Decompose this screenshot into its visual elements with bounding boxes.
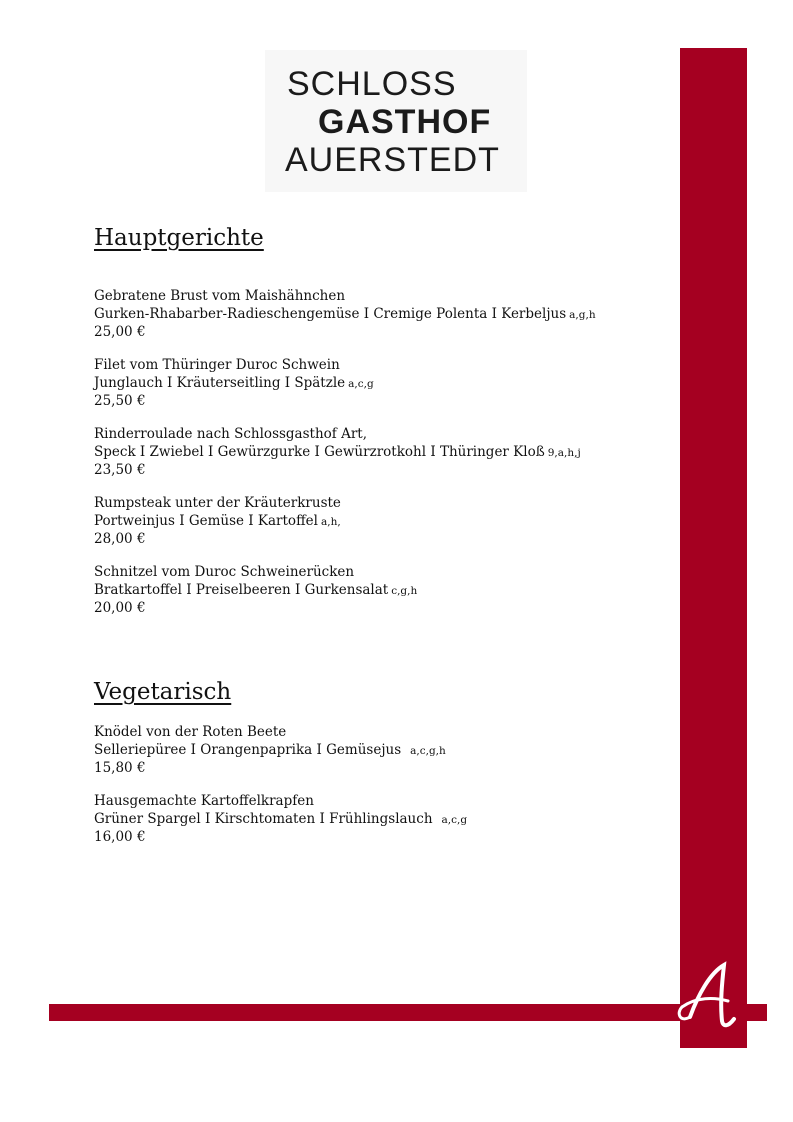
- menu-item: [94, 564, 417, 618]
- decorative-horizontal-stripe: [49, 1004, 767, 1021]
- dish-description: Portweinjus I Gemüse I Kartoffel: [94, 512, 318, 529]
- menu-item: [94, 793, 467, 847]
- restaurant-logo: [265, 50, 527, 192]
- dish-description: Gurken-Rhabarber-Radieschengemüse I Cremige Polenta I Kerbeljus: [94, 305, 567, 322]
- menu-item: [94, 357, 374, 411]
- allergen-codes: a,c,g,h: [410, 744, 446, 757]
- dish-description: Selleriepüree I Orangenpaprika I Gemüsejus: [94, 741, 402, 758]
- decorative-vertical-stripe: [680, 48, 747, 1048]
- allergen-codes: a,g,h: [569, 308, 596, 321]
- allergen-codes: a,c,g: [441, 813, 468, 826]
- menu-item: [94, 495, 341, 549]
- section-title-hauptgerichte: Hauptgerichte: [94, 225, 264, 251]
- logo-line-2: GASTHOF: [318, 103, 492, 141]
- logo-line-3: AUERSTEDT: [285, 141, 500, 179]
- monogram-logo-icon: [676, 955, 752, 1035]
- dish-name: Rinderroulade nach Schlossgasthof Art,: [94, 426, 367, 442]
- dish-description: Speck I Zwiebel I Gewürzgurke I Gewürzrotkohl I Thüringer Kloß: [94, 443, 545, 460]
- logo-line-1: SCHLOSS: [287, 65, 457, 103]
- dish-description: Bratkartoffel I Preiselbeeren I Gurkensalat: [94, 581, 389, 598]
- menu-item: [94, 288, 596, 342]
- dish-description: Junglauch I Kräuterseitling I Spätzle: [94, 374, 346, 391]
- dish-price: 20,00 €: [94, 600, 146, 616]
- dish-price: 25,50 €: [94, 393, 146, 409]
- dish-name: Hausgemachte Kartoffelkrapfen: [94, 793, 314, 809]
- dish-description: Grüner Spargel I Kirschtomaten I Frühlingslauch: [94, 810, 433, 827]
- dish-name: Gebratene Brust vom Maishähnchen: [94, 288, 346, 304]
- dish-price: 28,00 €: [94, 531, 146, 547]
- dish-name: Filet vom Thüringer Duroc Schwein: [94, 357, 340, 373]
- menu-item: [94, 724, 446, 778]
- dish-price: 16,00 €: [94, 829, 146, 845]
- menu-item: [94, 426, 581, 480]
- dish-name: Rumpsteak unter der Kräuterkruste: [94, 495, 341, 511]
- allergen-codes: 9,a,h,j: [547, 446, 581, 459]
- dish-price: 25,00 €: [94, 324, 146, 340]
- allergen-codes: c,g,h: [391, 584, 418, 597]
- dish-name: Knödel von der Roten Beete: [94, 724, 287, 740]
- dish-price: 23,50 €: [94, 462, 146, 478]
- allergen-codes: a,c,g: [348, 377, 374, 390]
- section-title-vegetarisch: Vegetarisch: [94, 679, 232, 705]
- dish-price: 15,80 €: [94, 760, 146, 776]
- dish-name: Schnitzel vom Duroc Schweinerücken: [94, 564, 355, 580]
- allergen-codes: a,h,: [320, 515, 341, 528]
